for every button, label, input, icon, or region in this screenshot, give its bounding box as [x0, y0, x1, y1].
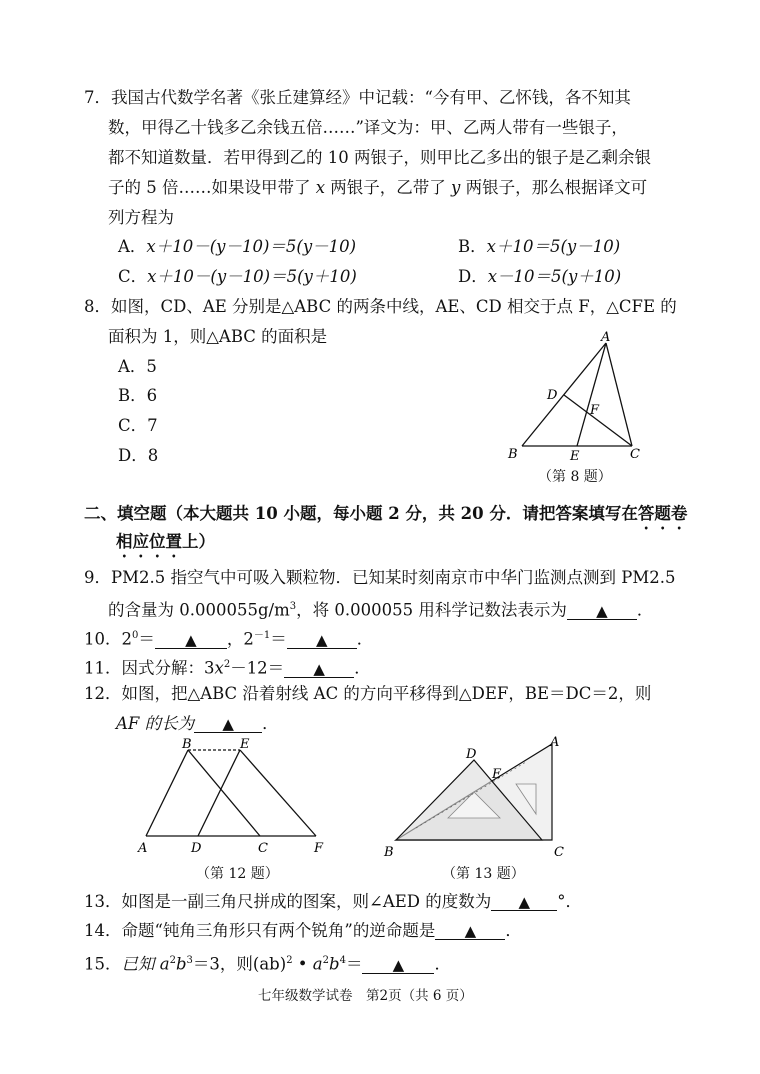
q11-answer-blank[interactable]: ▲	[284, 661, 354, 678]
q10-answer-blank-1[interactable]: ▲	[155, 632, 227, 649]
q7-line-2: 数，甲得乙十钱多乙余钱五倍……”译文为：甲、乙两人带有一些银子，	[108, 118, 628, 137]
q15-line: 15．已知 $a^2b^3=3$，则(ab)$^2$ • $a^2b^4=$ ▲ ．	[84, 954, 451, 974]
q12-label-c: C	[258, 841, 268, 856]
q12-label-b: B	[182, 737, 192, 752]
q9-line-2: 的含量为 $0.000055g/m^3$，将 0.000055 用科学记数法表示为 ▲ ．	[108, 600, 654, 620]
q7-line-1: 7．我国古代数学名著《张丘建算经》中记载：“今有甲、乙怀钱，各不知其	[84, 88, 631, 107]
q7-option-b[interactable]: B．x＋10＝5(y－10)	[458, 237, 621, 256]
q8-label-d: D	[547, 388, 558, 403]
q8-label-b: B	[508, 447, 518, 462]
q8-segment-ab	[522, 343, 606, 446]
q8-median-ae	[577, 343, 606, 446]
q13-label-b: B	[384, 845, 394, 860]
q15-answer-blank[interactable]: ▲	[362, 957, 434, 974]
q9-line-1: 9．PM2.5 指空气中可吸入颗粒物．已知某时刻南京市中华门监测点测到 PM2.5	[84, 568, 676, 587]
q14-answer-blank[interactable]: ▲	[435, 923, 505, 940]
q8-option-d[interactable]: D．8	[118, 446, 159, 465]
q12-answer-blank[interactable]: ▲	[194, 716, 262, 733]
q8-line-2: 面积为 1，则△ABC 的面积是	[108, 327, 328, 346]
q13-label-c: C	[554, 845, 564, 860]
q12-caption: （第 12 题）	[196, 866, 279, 882]
q12-segment-ab	[146, 750, 188, 836]
section2-title-line-1: 二、填空题（本大题共 10 小题，每小题 2 分，共 20 分．请把答案填写在答题卷	[84, 504, 688, 523]
q7-line-4: 子的 5 倍……如果设甲带了 x 两银子，乙带了 y 两银子，那么根据译文可	[108, 178, 648, 197]
q13-label-e: E	[492, 767, 502, 782]
q9-answer-blank[interactable]: ▲	[567, 603, 637, 620]
q7-option-c[interactable]: C．x＋10－(y－10)＝5(y＋10)	[118, 267, 357, 286]
q8-figure-triangle	[500, 325, 650, 465]
q13-label-a: A	[550, 735, 560, 750]
q8-option-a[interactable]: A．5	[118, 357, 157, 376]
q12-label-a: A	[138, 841, 148, 856]
section2-title-line-2: 相应位置上）	[116, 532, 215, 551]
q8-caption: （第 8 题）	[538, 469, 612, 485]
q7-line-3: 都不知道数量．若甲得到乙的 10 两银子，则甲比乙多出的银子是乙剩余银	[108, 148, 651, 167]
q8-label-a: A	[601, 330, 611, 345]
q12-segment-de	[198, 750, 240, 836]
q8-label-f: F	[590, 403, 600, 418]
q12-figure-translation	[130, 736, 340, 861]
q7-option-d[interactable]: D．x－10＝5(y＋10)	[458, 267, 622, 286]
q13-figure-set-squares	[376, 732, 576, 862]
q8-label-c: C	[630, 447, 640, 462]
q10-line: 10．$2^0=$ ▲ ，$2^{-1}=$ ▲ ．	[84, 629, 374, 649]
q12-line-2: AF 的长为 ▲ ．	[116, 714, 279, 733]
q14-line: 14．命题“钝角三角形只有两个锐角”的逆命题是 ▲ ．	[84, 921, 522, 940]
q13-label-d: D	[466, 747, 477, 762]
q8-segment-ac	[606, 343, 632, 446]
q7-option-a[interactable]: A．x＋10－(y－10)＝5(y－10)	[118, 237, 357, 256]
q12-label-e: E	[240, 737, 250, 752]
q8-line-1: 8．如图，CD、AE 分别是△ABC 的两条中线，AE、CD 相交于点 F，△CFE 的	[84, 297, 677, 316]
q8-option-c[interactable]: C．7	[118, 416, 158, 435]
q13-answer-blank[interactable]: ▲	[491, 894, 557, 911]
q7-line-5: 列方程为	[108, 208, 174, 227]
q12-segment-ef	[240, 750, 316, 836]
q12-label-f: F	[314, 841, 324, 856]
q12-segment-bc	[188, 750, 260, 836]
q13-line: 13．如图是一副三角尺拼成的图案，则∠AED 的度数为 ▲ °．	[84, 892, 583, 911]
q12-line-1: 12．如图，把△ABC 沿着射线 AC 的方向平移得到△DEF，BE＝DC＝2，则	[84, 684, 652, 703]
q13-caption: （第 13 题）	[442, 866, 525, 882]
page-footer: 七年级数学试卷 第2页（共 6 页）	[258, 988, 473, 1004]
q12-label-d: D	[191, 841, 202, 856]
q8-label-e: E	[570, 449, 580, 464]
q10-answer-blank-2[interactable]: ▲	[287, 632, 357, 649]
q11-line: 11．因式分解：$3x^2-12=$ ▲ ．	[84, 658, 371, 678]
q7-number: 7．	[84, 88, 111, 107]
q8-option-b[interactable]: B．6	[118, 386, 158, 405]
